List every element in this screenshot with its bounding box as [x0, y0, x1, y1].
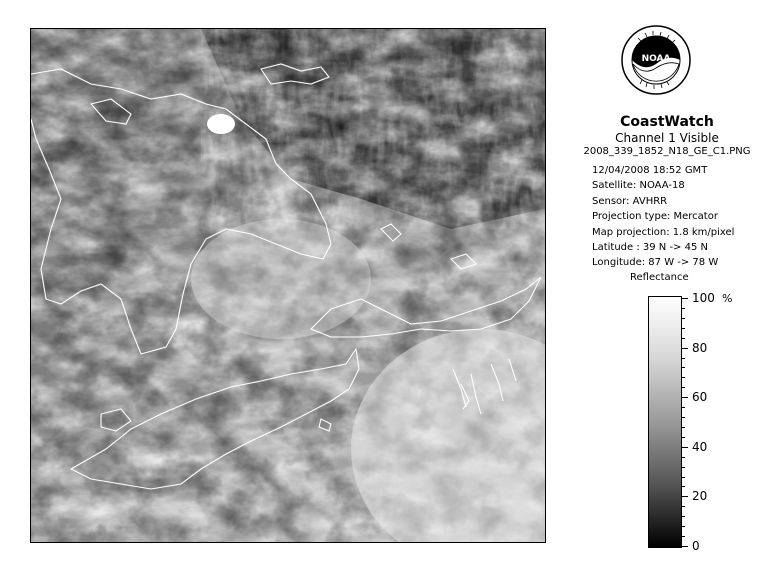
colorbar-tick-label: 80 — [692, 340, 708, 355]
colorbar-minor-tick — [682, 377, 685, 378]
colorbar-tick-label: 40 — [692, 439, 708, 454]
colorbar-tick-label: 100 — [692, 291, 715, 305]
noaa-logo-text: NOAA — [641, 54, 671, 64]
date-time: 12/04/2008 18:52 GMT — [592, 165, 708, 176]
colorbar-minor-tick — [682, 387, 685, 388]
colorbar-minor-tick — [682, 338, 685, 339]
product-title: CoastWatch — [620, 114, 714, 130]
colorbar-minor-tick — [682, 358, 685, 359]
colorbar-major-tick — [682, 447, 688, 448]
noaa-seal-icon — [620, 24, 692, 96]
colorbar-tick-label: 0 — [692, 539, 700, 553]
colorbar-minor-tick — [682, 457, 685, 458]
map-projection: Map projection: 1.8 km/pixel — [592, 226, 735, 238]
colorbar-tick-label: 20 — [692, 489, 708, 504]
file-name: 2008_339_1852_N18_GE_C1.PNG — [583, 146, 751, 157]
product-title-block — [560, 114, 774, 159]
colorbar — [648, 296, 682, 548]
bright-patch-upper — [207, 114, 235, 134]
satellite-image-canvas — [31, 29, 545, 542]
colorbar-minor-tick — [682, 417, 685, 418]
colorbar-minor-tick — [682, 477, 685, 478]
colorbar-minor-tick — [682, 536, 685, 537]
colorbar-major-tick — [682, 348, 688, 349]
colorbar-major-tick — [682, 496, 688, 497]
colorbar-minor-tick — [682, 367, 685, 368]
latitude-range: Latitude : 39 N -> 45 N — [592, 242, 708, 254]
bright-cloud-center — [191, 219, 371, 339]
colorbar-minor-tick — [682, 506, 685, 507]
satellite-image — [30, 28, 546, 543]
projection-type: Projection type: Mercator — [592, 211, 718, 223]
longitude-range: Longitude: 87 W -> 78 W — [592, 257, 719, 269]
colorbar-minor-tick — [682, 486, 685, 487]
colorbar-minor-tick — [682, 328, 685, 329]
colorbar-minor-tick — [682, 308, 685, 309]
metadata-list — [592, 163, 734, 271]
colorbar-minor-tick — [682, 526, 685, 527]
colorbar-major-tick — [682, 298, 688, 299]
colorbar-minor-tick — [682, 407, 685, 408]
colorbar-major-tick — [682, 397, 688, 398]
satellite-name: Satellite: NOAA-18 — [592, 180, 685, 192]
colorbar-minor-tick — [682, 437, 685, 438]
colorbar-minor-tick — [682, 318, 685, 319]
colorbar-minor-tick — [682, 467, 685, 468]
sensor-name: Sensor: AVHRR — [592, 195, 668, 207]
colorbar-major-tick — [682, 546, 688, 547]
colorbar-minor-tick — [682, 427, 685, 428]
colorbar-label: Reflectance — [630, 272, 689, 283]
colorbar-tick-label: 60 — [692, 390, 708, 405]
channel-name: Channel 1 Visible — [615, 131, 719, 145]
colorbar-minor-tick — [682, 516, 685, 517]
colorbar-unit: % — [722, 292, 733, 305]
